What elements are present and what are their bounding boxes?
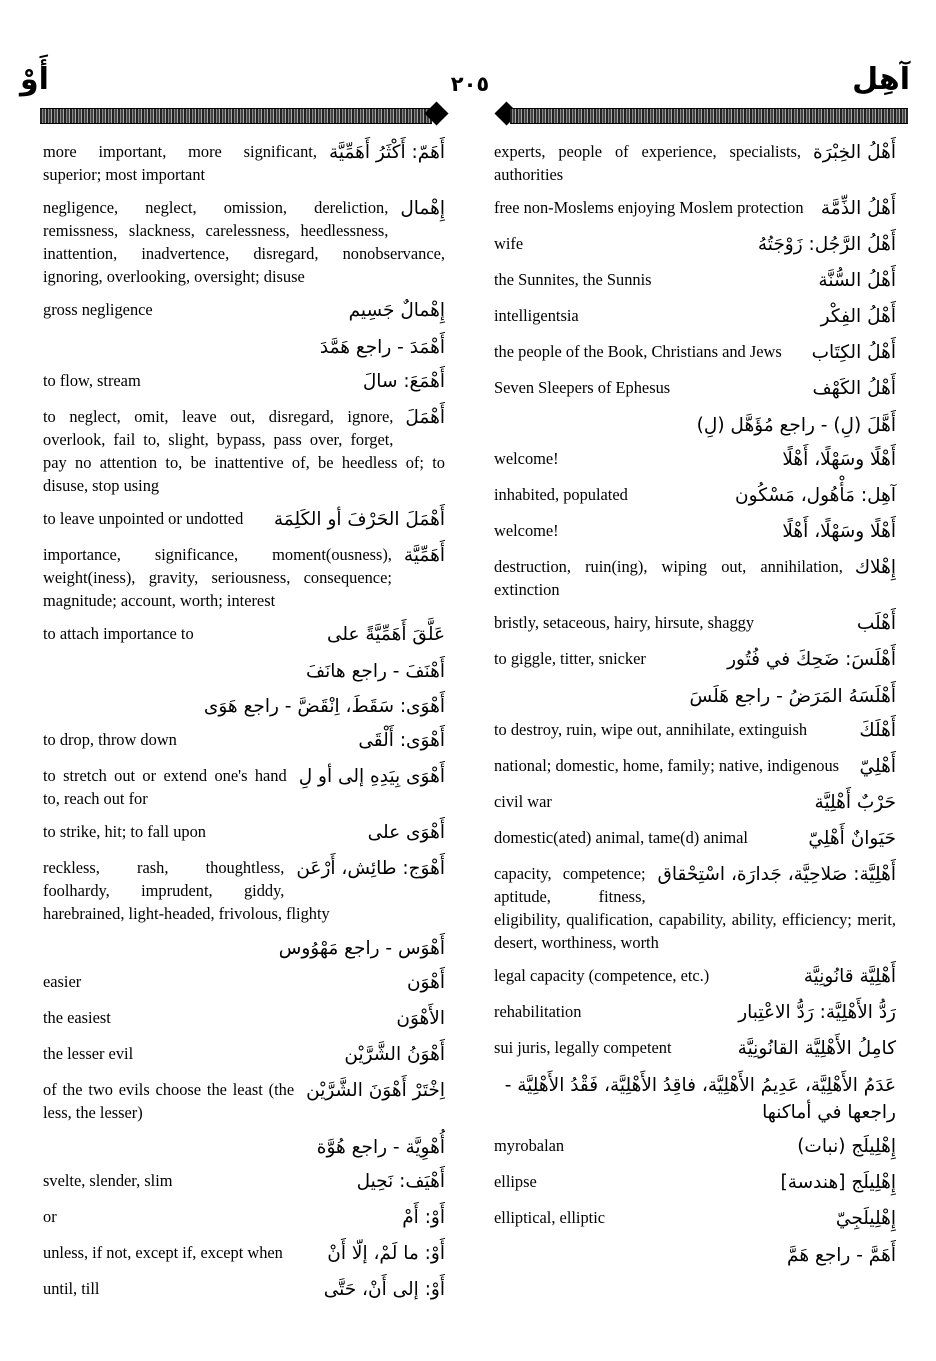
- cross-reference-entry: أَهْمَدَ - راجع هَمَّدَ: [319, 337, 445, 358]
- arabic-headword: أَهْلًا وسَهْلًا، أَهْلًا: [782, 449, 896, 470]
- dictionary-entry: [43, 140, 445, 186]
- english-definition: the lesser evil: [43, 1044, 134, 1063]
- english-definition: to leave unpointed or undotted: [43, 509, 244, 528]
- arabic-headword: أَهْمَلَ الحَرْفَ أو الكَلِمَة: [273, 509, 445, 530]
- english-definition: national; domestic, home, family; native, indigenous: [494, 756, 840, 775]
- dictionary-entry: [494, 304, 896, 330]
- arabic-headword: أَهْلُ السُّنَّة: [818, 270, 896, 291]
- arabic-headword: إِهْمال: [400, 198, 445, 219]
- cross-reference-entry: أَهْوَى: سَقَطَ، اِنْقَضَّ - راجع هَوَى: [203, 696, 445, 717]
- english-definition: the people of the Book, Christians and Jews: [494, 342, 782, 361]
- dictionary-entry: [43, 1205, 445, 1231]
- dictionary-entry: [43, 1006, 445, 1032]
- arabic-headword: أَهْلُ الذِّمَّة: [820, 198, 896, 219]
- page-number: ٢٠٥: [450, 72, 490, 96]
- arabic-headword: أَهْوَنُ الشَّرَّيْن: [344, 1044, 445, 1065]
- dictionary-entry: [43, 369, 445, 395]
- dictionary-entry: [494, 754, 896, 780]
- dictionary-entry: [43, 1169, 445, 1195]
- guide-word-right: آهِل: [852, 62, 910, 97]
- dictionary-entry: [43, 196, 445, 288]
- dictionary-entry: [494, 1036, 896, 1062]
- dictionary-entry: [494, 483, 896, 509]
- arabic-headword: أَهْمَلَ: [405, 407, 445, 428]
- arabic-headword: أَهْلَسَ: ضَحِكَ في فُتُور: [727, 649, 896, 670]
- dictionary-entry: [494, 647, 896, 673]
- arabic-headword: إِهْلِيلَجِيّ: [835, 1208, 896, 1229]
- dictionary-entry: [494, 196, 896, 222]
- arabic-headword: أَهَمِّيَّة: [403, 545, 445, 566]
- arabic-headword: أَهْوَن: [406, 972, 445, 993]
- dictionary-entry: [494, 964, 896, 990]
- english-definition: to flow, stream: [43, 371, 141, 390]
- english-definition: reckless, rash, thoughtless, foolhardy, imprudent, giddy, harebrained, light-headed, frivolous, flighty: [43, 858, 330, 923]
- arabic-headword: أَهْوَج: طائِش، أَرْعَن: [296, 858, 445, 879]
- arabic-headword: إِهْلاك: [854, 557, 896, 578]
- arabic-headword: عَلَّقَ أَهَمِّيَّةً على: [326, 624, 445, 645]
- arabic-headword: حَيَوانٌ أَهْلِيّ: [808, 828, 896, 849]
- arabic-headword: إِهْمالٌ جَسِيم: [348, 300, 445, 321]
- cross-reference-entry: أَهْنَفَ - راجع هانَفَ: [306, 661, 445, 682]
- dictionary-entry: [494, 376, 896, 402]
- arabic-headword: رَدُّ الأَهْلِيَّة: رَدُّ الاعْتِبار: [738, 1002, 896, 1023]
- dictionary-entry: [43, 764, 445, 810]
- english-definition: experts, people of experience, specialists, authorities: [494, 142, 801, 184]
- english-definition: wife: [494, 234, 524, 253]
- arabic-headword: أَهْلِيَّة قانُونِيَّة: [803, 966, 896, 987]
- english-definition: to neglect, omit, leave out, disregard, ignore, overlook, fail to, slight, bypass, pass over, forget, pay no attention to, be inattentive of, be heedless of; to disuse, stop using: [43, 407, 445, 495]
- english-definition: until, till: [43, 1279, 100, 1298]
- english-definition: capacity, competence; aptitude, fitness, eligibility, qualification, capability, ability, efficiency; merit, desert, worthiness, worth: [494, 864, 896, 952]
- dictionary-entry: [43, 728, 445, 754]
- dictionary-entry: [494, 862, 896, 954]
- cross-reference-entry: أَهْوَس - راجع مَهْوُوس: [278, 938, 445, 959]
- dictionary-entry: [43, 298, 445, 324]
- dictionary-entry: [494, 1206, 896, 1232]
- arabic-headword: أَهْلُ الكَهْف: [812, 378, 896, 399]
- dictionary-entry: [43, 507, 445, 533]
- dictionary-entry: [43, 622, 445, 648]
- arabic-headword: حَرْبٌ أَهْلِيَّة: [814, 792, 896, 813]
- dictionary-entry: [494, 268, 896, 294]
- english-definition: domestic(ated) animal, tame(d) animal: [494, 828, 748, 847]
- arabic-headword: اِخْتَرْ أَهْوَنَ الشَّرَّيْن: [306, 1080, 445, 1101]
- english-definition: to attach importance to: [43, 624, 194, 643]
- english-definition: or: [43, 1207, 57, 1226]
- dictionary-entry: [43, 970, 445, 996]
- english-definition: ellipse: [494, 1172, 537, 1191]
- english-definition: civil war: [494, 792, 552, 811]
- cross-reference-entry: أُهْوِيَّة - راجع هُوَّة: [316, 1137, 445, 1158]
- english-definition: Seven Sleepers of Ephesus: [494, 378, 671, 397]
- english-definition: intelligentsia: [494, 306, 579, 325]
- dictionary-entry: [494, 826, 896, 852]
- arabic-headword: أَوْ: أَمْ: [402, 1207, 445, 1228]
- english-definition: welcome!: [494, 521, 559, 540]
- english-definition: sui juris, legally competent: [494, 1038, 672, 1057]
- arabic-headword: أَهْلَب: [856, 613, 896, 634]
- english-definition: negligence, neglect, omission, dereliction, remissness, slackness, carelessness, heedlessness, inattention, inadvertence, disregard, nonobservance, ignoring, overlooking, oversight; disuse: [43, 198, 445, 286]
- arabic-headword: آهِل: مَأْهُول، مَسْكُون: [735, 485, 896, 506]
- english-definition: free non-Moslems enjoying Moslem protection: [494, 198, 804, 217]
- english-definition: to destroy, ruin, wipe out, annihilate, extinguish: [494, 720, 808, 739]
- dictionary-entry: [43, 405, 445, 497]
- arabic-headword: أَهْلُ الخِبْرَة: [813, 142, 896, 163]
- dictionary-entry: [494, 447, 896, 473]
- english-definition: to stretch out or extend one's hand to, reach out for: [43, 766, 287, 808]
- dictionary-entry: [494, 790, 896, 816]
- arabic-headword: أَهْوَى بِيَدِهِ إلى أو لِ: [298, 766, 445, 787]
- arabic-headword: أَهْلُ الفِكْر: [820, 306, 896, 327]
- dictionary-entry: [494, 1000, 896, 1026]
- english-definition: elliptical, elliptic: [494, 1208, 606, 1227]
- english-definition: rehabilitation: [494, 1002, 582, 1021]
- english-definition: inhabited, populated: [494, 485, 628, 504]
- dictionary-entry: [494, 519, 896, 545]
- dictionary-entry: [43, 1078, 445, 1124]
- arabic-headword: أَهْلُ الرَّجُل: زَوْجَتُهُ: [757, 234, 896, 255]
- dictionary-entry: [43, 543, 445, 612]
- english-definition: legal capacity (competence, etc.): [494, 966, 710, 985]
- cross-reference-entry: عَدَمُ الأَهْلِيَّة، عَدِيمُ الأَهْلِيَّة، فاقِدُ الأَهْلِيَّة، فَقْدُ الأَهْلِيَّة - راجعها في أماكنها: [504, 1075, 896, 1123]
- arabic-headword: أَهْلُ الكِتَاب: [811, 342, 896, 363]
- english-definition: of the two evils choose the least (the less, the lesser): [43, 1080, 295, 1122]
- english-definition: welcome!: [494, 449, 559, 468]
- dictionary-entry: [43, 856, 445, 925]
- arabic-headword: أَهْلِيّ: [859, 756, 896, 777]
- english-definition: to strike, hit; to fall upon: [43, 822, 206, 841]
- english-definition: gross negligence: [43, 300, 153, 319]
- dictionary-entry: [43, 1277, 445, 1303]
- arabic-headword: أَهْلًا وسَهْلًا، أَهْلًا: [782, 521, 896, 542]
- english-definition: myrobalan: [494, 1136, 565, 1155]
- arabic-headword: أَوْ: ما لَمْ، إلّا أَنْ: [327, 1243, 445, 1264]
- arabic-headword: كامِلُ الأَهْلِيَّة القانُونِيَّة: [737, 1038, 896, 1059]
- english-definition: unless, if not, except if, except when: [43, 1243, 283, 1262]
- english-definition: the Sunnites, the Sunnis: [494, 270, 652, 289]
- dictionary-entry: [43, 1042, 445, 1068]
- arabic-headword: أَهَمّ: أَكْثَرُ أَهَمِّيَّة: [328, 142, 445, 163]
- cross-reference-entry: أَهَمَّ - راجع هَمَّ: [787, 1245, 896, 1266]
- english-definition: importance, significance, moment(ousness), weight(iness), gravity, seriousness, consequence; magnitude; account, worth; interest: [43, 545, 392, 610]
- dictionary-entry: [494, 1170, 896, 1196]
- arabic-headword: أَهْوَى على: [367, 822, 445, 843]
- dictionary-entry: [494, 718, 896, 744]
- arabic-headword: أَهْلَكَ: [859, 720, 896, 741]
- english-definition: the easiest: [43, 1008, 111, 1027]
- left-column: [43, 140, 445, 1313]
- english-definition: bristly, setaceous, hairy, hirsute, shaggy: [494, 613, 755, 632]
- arabic-headword: أَهْوَى: أَلْقَى: [358, 730, 445, 751]
- cross-reference-entry: أَهَّلَ (لِ) - راجع مُؤَهَّل (لِ): [696, 415, 896, 436]
- cross-reference-entry: أَهْلَسَهُ المَرَضُ - راجع هَلَسَ: [689, 686, 896, 707]
- english-definition: more important, more significant, superior; most important: [43, 142, 317, 184]
- arabic-headword: أَهْيَف: نَحِيل: [356, 1171, 445, 1192]
- dictionary-entry: [43, 820, 445, 846]
- dictionary-entry: [494, 555, 896, 601]
- arabic-headword: أَهْمَعَ: سالَ: [362, 371, 445, 392]
- english-definition: easier: [43, 972, 82, 991]
- arabic-headword: إِهْلِيلَج (نبات): [797, 1136, 896, 1157]
- dictionary-entry: [494, 340, 896, 366]
- guide-word-left: أَوْ: [20, 62, 49, 97]
- header-rule-left: [40, 108, 432, 124]
- arabic-headword: إِهْلِيلَج [هندسة]: [780, 1172, 896, 1193]
- dictionary-entry: [494, 1134, 896, 1160]
- english-definition: svelte, slender, slim: [43, 1171, 173, 1190]
- dictionary-entry: [494, 140, 896, 186]
- english-definition: destruction, ruin(ing), wiping out, annihilation, extinction: [494, 557, 843, 599]
- dictionary-entry: [494, 611, 896, 637]
- arabic-headword: الأَهْوَن: [396, 1008, 445, 1029]
- arabic-headword: أَهْلِيَّة: صَلاحِيَّة، جَدارَة، اسْتِحْقاق: [657, 864, 896, 885]
- english-definition: to drop, throw down: [43, 730, 177, 749]
- english-definition: to giggle, titter, snicker: [494, 649, 646, 668]
- dictionary-entry: [43, 1241, 445, 1267]
- header-rule-right: [510, 108, 908, 124]
- arabic-headword: أَوْ: إلى أَنْ، حَتَّى: [323, 1279, 445, 1300]
- right-column: [494, 140, 896, 1277]
- dictionary-entry: [494, 232, 896, 258]
